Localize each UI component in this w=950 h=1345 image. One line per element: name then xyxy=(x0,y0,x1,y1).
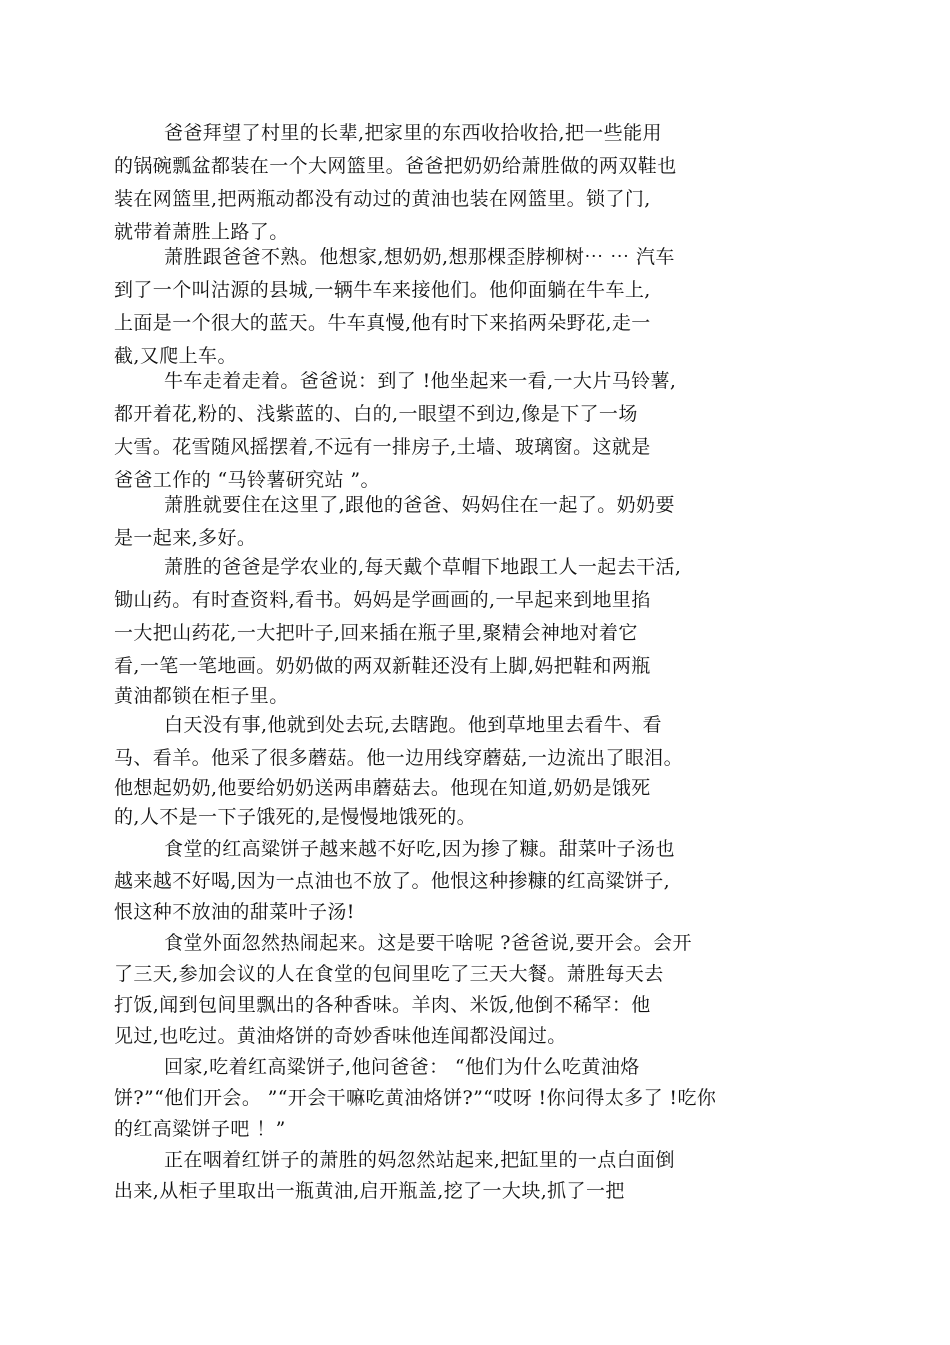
text-line: 上面是一个很大的蓝天。牛车真慢,他有时下来掐两朵野花,走一 xyxy=(114,312,651,334)
text-line: 食堂的红高粱饼子越来越不好吃,因为掺了糠。甜菜叶子汤也 xyxy=(164,838,675,860)
text-line: 的红高粱饼子吧 ！” xyxy=(114,1118,286,1140)
text-line: 牛车走着走着。爸爸说：到了 !他坐起来一看,一大片马铃薯, xyxy=(164,370,677,392)
text-line: 马、看羊。他采了很多蘑菇。他一边用线穿蘑菇,一边流出了眼泪。 xyxy=(114,747,684,769)
text-line: 的锅碗瓢盆都装在一个大网篮里。爸爸把奶奶给萧胜做的两双鞋也 xyxy=(114,155,677,177)
text-line: 了三天,参加会议的人在食堂的包间里吃了三天大餐。萧胜每天去 xyxy=(114,963,664,985)
text-line: 爸爸拜望了村里的长辈,把家里的东西收拾收拾,把一些能用 xyxy=(164,122,662,144)
text-line: 饼?”“他们开会。 ”“开会干嘛吃黄油烙饼?”“哎呀 !你问得太多了 !吃你 xyxy=(114,1087,717,1109)
text-line: 看,一笔一笔地画。奶奶做的两双新鞋还没有上脚,妈把鞋和两瓶 xyxy=(114,655,651,677)
text-line: 一大把山药花,一大把叶子,回来插在瓶子里,聚精会神地对着它 xyxy=(114,622,638,644)
text-line: 的,人不是一下子饿死的,是慢慢地饿死的。 xyxy=(114,806,477,828)
text-line: 白天没有事,他就到处去玩,去瞎跑。他到草地里去看牛、看 xyxy=(164,714,662,736)
text-line: 萧胜的爸爸是学农业的,每天戴个草帽下地跟工人一起去干活, xyxy=(164,556,682,578)
text-line: 是一起来,多好。 xyxy=(114,527,257,549)
text-line: 装在网篮里,把两瓶动都没有动过的黄油也装在网篮里。锁了门, xyxy=(114,188,651,210)
text-line: 回家,吃着红高粱饼子,他问爸爸： “他们为什么吃黄油烙 xyxy=(164,1056,640,1078)
text-line: 大雪。花雪随风摇摆着,不远有一排房子,土墙、玻璃窗。这就是 xyxy=(114,436,651,458)
text-line: 恨这种不放油的甜菜叶子汤! xyxy=(114,901,355,923)
text-line: 出来,从柜子里取出一瓶黄油,启开瓶盖,挖了一大块,抓了一把 xyxy=(114,1180,625,1202)
text-line: 他想起奶奶,他要给奶奶送两串蘑菇去。他现在知道,奶奶是饿死 xyxy=(114,777,651,799)
text-line: 萧胜就要住在这里了,跟他的爸爸、妈妈住在一起了。奶奶要 xyxy=(164,494,675,516)
text-line: 黄油都锁在柜子里。 xyxy=(114,685,289,707)
text-line: 截,又爬上车。 xyxy=(114,345,237,367)
text-line: 正在咽着红饼子的萧胜的妈忽然站起来,把缸里的一点白面倒 xyxy=(164,1149,675,1171)
text-line: 萧胜跟爸爸不熟。他想家,想奶奶,想那棵歪脖柳树⋯ ⋯ 汽车 xyxy=(164,246,675,268)
text-line: 到了一个叫沽源的县城,一辆牛车来接他们。他仰面躺在牛车上, xyxy=(114,279,651,301)
text-line: 打饭,闻到包间里飘出的各种香味。羊肉、米饭,他倒不稀罕：他 xyxy=(114,994,651,1016)
text-line: 都开着花,粉的、浅紫蓝的、白的,一眼望不到边,像是下了一场 xyxy=(114,403,638,425)
text-line: 锄山药。有时查资料,看书。妈妈是学画画的,一早起来到地里掐 xyxy=(114,589,651,611)
text-line: 见过,也吃过。黄油烙饼的奇妙香味他连闻都没闻过。 xyxy=(114,1025,567,1047)
text-line: 越来越不好喝,因为一点油也不放了。他恨这种掺糠的红高粱饼子, xyxy=(114,870,671,892)
text-line: 就带着萧胜上路了。 xyxy=(114,221,289,243)
text-line: 爸爸工作的 “马铃薯研究站 ”。 xyxy=(114,469,380,491)
text-line: 食堂外面忽然热闹起来。这是要干啥呢 ?爸爸说,要开会。会开 xyxy=(164,932,692,954)
